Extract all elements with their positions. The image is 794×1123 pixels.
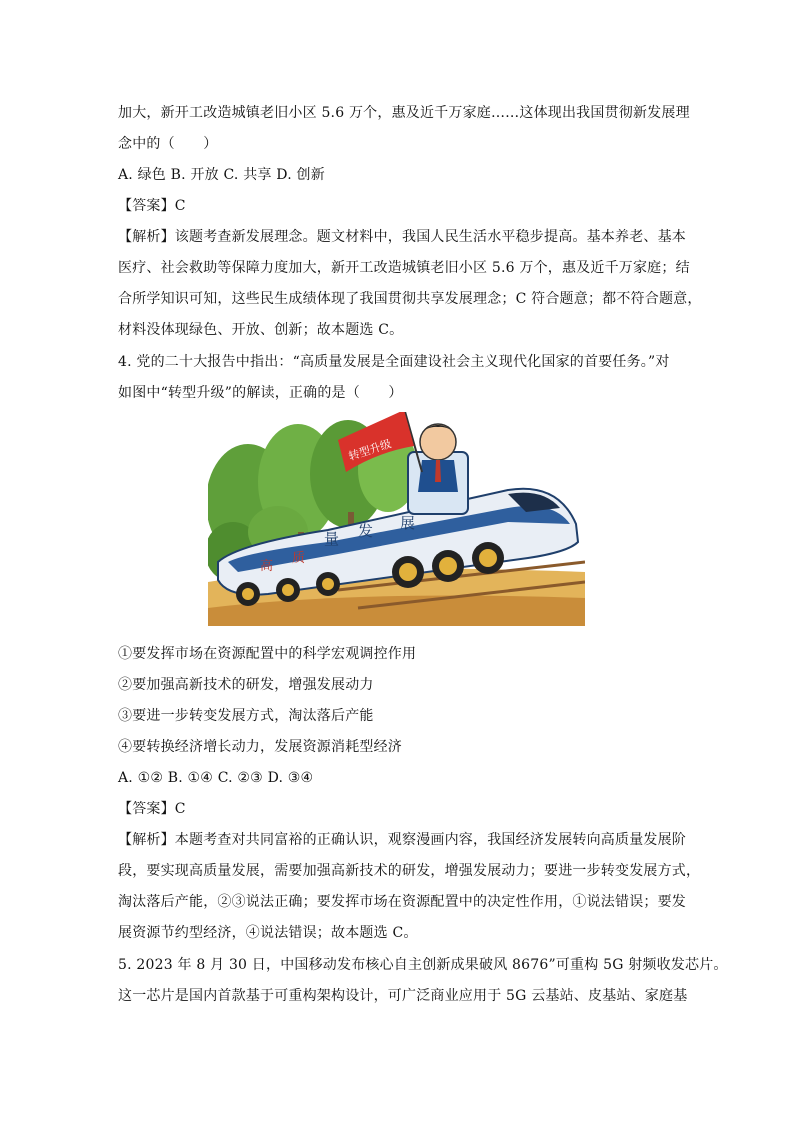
- q4-analysis-line-3: 淘汰落后产能，②③说法正确；要发挥市场在资源配置中的决定性作用，①说法错误；要发: [118, 894, 686, 910]
- q3-analysis-line-1: 【解析】该题考查新发展理念。题文材料中，我国人民生活水平稳步提高。基本养老、基本: [118, 229, 686, 245]
- q3-stem-line-2: 念中的（ ）: [118, 136, 218, 152]
- q4-analysis-line-4: 展资源节约型经济，④说法错误；故本题选 C。: [118, 925, 418, 941]
- q3-stem-line-1: 加大，新开工改造城镇老旧小区 5.6 万个，惠及近千万家庭……这体现出我国贯彻新发展理: [118, 105, 690, 121]
- q5-stem-line-1: 5. 2023 年 8 月 30 日，中国移动发布核心自主创新成果破风 8676”可重构 5G 射频收发芯片。: [118, 957, 728, 973]
- driver-head: [420, 424, 456, 460]
- q4-statement-2: ②要加强高新技术的研发，增强发展动力: [118, 677, 374, 693]
- cartoon-drawing: [208, 412, 585, 626]
- train-char-4: 发: [358, 522, 374, 540]
- driver-tie: [435, 460, 441, 482]
- q3-options: A. 绿色 B. 开放 C. 共享 D. 创新: [118, 167, 325, 183]
- q4-statement-4: ④要转换经济增长动力，发展资源消耗型经济: [118, 739, 402, 755]
- q5-stem-line-2: 这一芯片是国内首款基于可重构架构设计，可广泛商业应用于 5G 云基站、皮基站、家庭基: [118, 988, 688, 1004]
- train-char-2: 质: [292, 551, 306, 566]
- train-char-3: 量: [324, 530, 340, 548]
- cartoon-high-speed-train: [208, 412, 585, 626]
- q4-analysis-line-2: 段，要实现高质量发展，需要加强高新技术的研发，增强发展动力；要进一步转变发展方式，: [118, 863, 701, 879]
- q3-answer: 【答案】C: [118, 198, 186, 214]
- train-char-5: 展: [400, 514, 416, 532]
- q4-analysis-line-1: 【解析】本题考查对共同富裕的正确认识，观察漫画内容，我国经济发展转向高质量发展阶: [118, 832, 686, 848]
- flag-text: 转型升级: [347, 437, 393, 464]
- q4-statement-3: ③要进一步转变发展方式，淘汰落后产能: [118, 708, 374, 724]
- q3-analysis-line-3: 合所学知识可知，这些民生成绩体现了我国贯彻共享发展理念；C 符合题意；都不符合题意，: [118, 291, 702, 307]
- q4-options: A. ①② B. ①④ C. ②③ D. ③④: [118, 770, 314, 786]
- q4-stem-line-1: 4. 党的二十大报告中指出：“高质量发展是全面建设社会主义现代化国家的首要任务。”对: [118, 354, 670, 370]
- q3-analysis-line-4: 材料没体现绿色、开放、创新；故本题选 C。: [118, 322, 404, 338]
- q4-stem-line-2: 如图中“转型升级”的解读，正确的是（ ）: [118, 385, 403, 401]
- q4-answer: 【答案】C: [118, 801, 186, 817]
- q3-analysis-line-2: 医疗、社会救助等保障力度加大，新开工改造城镇老旧小区 5.6 万个，惠及近千万家庭；结: [118, 260, 690, 276]
- train-char-1: 高: [260, 559, 274, 574]
- q4-statement-1: ①要发挥市场在资源配置中的科学宏观调控作用: [118, 646, 417, 662]
